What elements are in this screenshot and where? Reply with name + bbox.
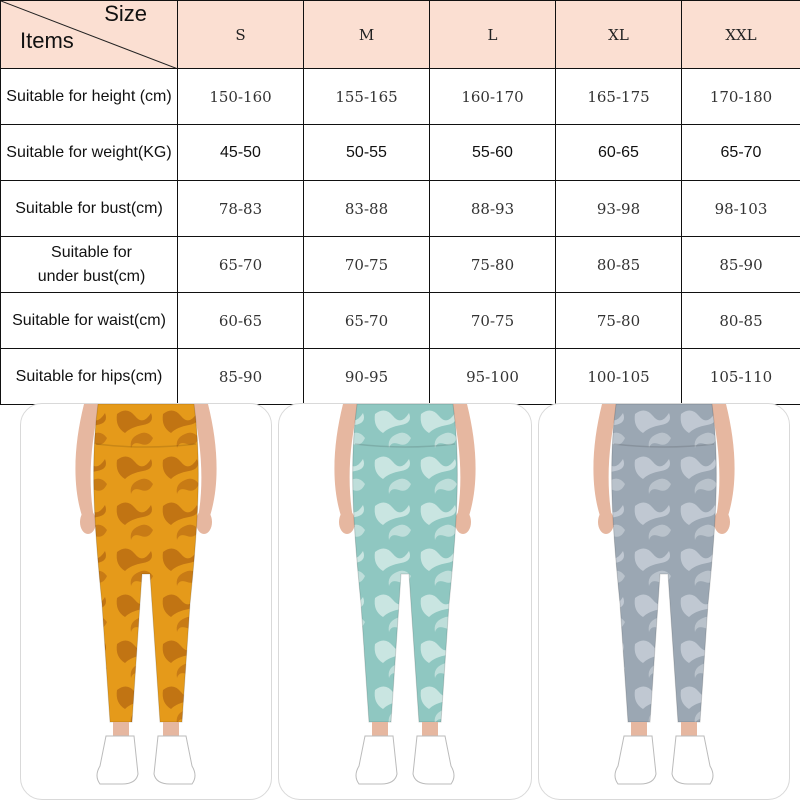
row-label: Suitable for hips(cm)	[1, 349, 178, 405]
table-row	[1, 69, 800, 125]
product-photos	[0, 403, 800, 800]
table-cell: 65-70	[682, 125, 800, 181]
product-photo-orange	[20, 403, 272, 800]
header-row	[1, 1, 800, 69]
table-cell: 83-88	[304, 181, 430, 237]
table-cell: 50-55	[304, 125, 430, 181]
product-photo-mint	[278, 403, 532, 800]
row-label: Suitable for height (cm)	[1, 69, 178, 125]
row-label-line: under bust(cm)	[37, 267, 146, 285]
table-cell: 80-85	[682, 293, 800, 349]
table-row	[1, 181, 800, 237]
table-cell: 93-98	[556, 181, 682, 237]
product-photo-grey	[538, 403, 790, 800]
items-axis-label: Items	[20, 28, 74, 53]
model-illustration	[21, 404, 271, 799]
table-cell: 95-100	[430, 349, 556, 405]
table-cell: 70-75	[430, 293, 556, 349]
table-cell: 70-75	[304, 237, 430, 293]
table-cell: 45-50	[178, 125, 304, 181]
row-label: Suitable for bust(cm)	[1, 181, 178, 237]
row-label	[1, 237, 178, 293]
table-cell: 88-93	[430, 181, 556, 237]
table-cell: 85-90	[682, 237, 800, 293]
table-cell: 60-65	[178, 293, 304, 349]
size-header: XXL	[682, 1, 800, 69]
table-row	[1, 349, 800, 405]
table-cell: 65-70	[304, 293, 430, 349]
table-cell: 80-85	[556, 237, 682, 293]
table-cell: 55-60	[430, 125, 556, 181]
table-row	[1, 237, 800, 293]
row-label: Suitable for weight(KG)	[1, 125, 178, 181]
row-label-line: Suitable for	[51, 244, 132, 262]
table-cell: 165-175	[556, 69, 682, 125]
table-cell: 105-110	[682, 349, 800, 405]
table-row	[1, 125, 800, 181]
corner-cell	[1, 1, 178, 69]
table-cell: 98-103	[682, 181, 800, 237]
table-cell: 160-170	[430, 69, 556, 125]
size-header: L	[430, 1, 556, 69]
table-cell: 75-80	[556, 293, 682, 349]
size-axis-label: Size	[104, 1, 147, 26]
table-cell: 75-80	[430, 237, 556, 293]
table-cell: 78-83	[178, 181, 304, 237]
table-cell: 90-95	[304, 349, 430, 405]
model-illustration	[279, 404, 531, 799]
size-header: S	[178, 1, 304, 69]
row-label: Suitable for waist(cm)	[1, 293, 178, 349]
table-cell: 85-90	[178, 349, 304, 405]
table-cell: 155-165	[304, 69, 430, 125]
table-cell: 60-65	[556, 125, 682, 181]
size-header: M	[304, 1, 430, 69]
table-cell: 150-160	[178, 69, 304, 125]
model-illustration	[539, 404, 789, 799]
size-header: XL	[556, 1, 682, 69]
table-cell: 170-180	[682, 69, 800, 125]
table-cell: 100-105	[556, 349, 682, 405]
table-row	[1, 293, 800, 349]
table-cell: 65-70	[178, 237, 304, 293]
